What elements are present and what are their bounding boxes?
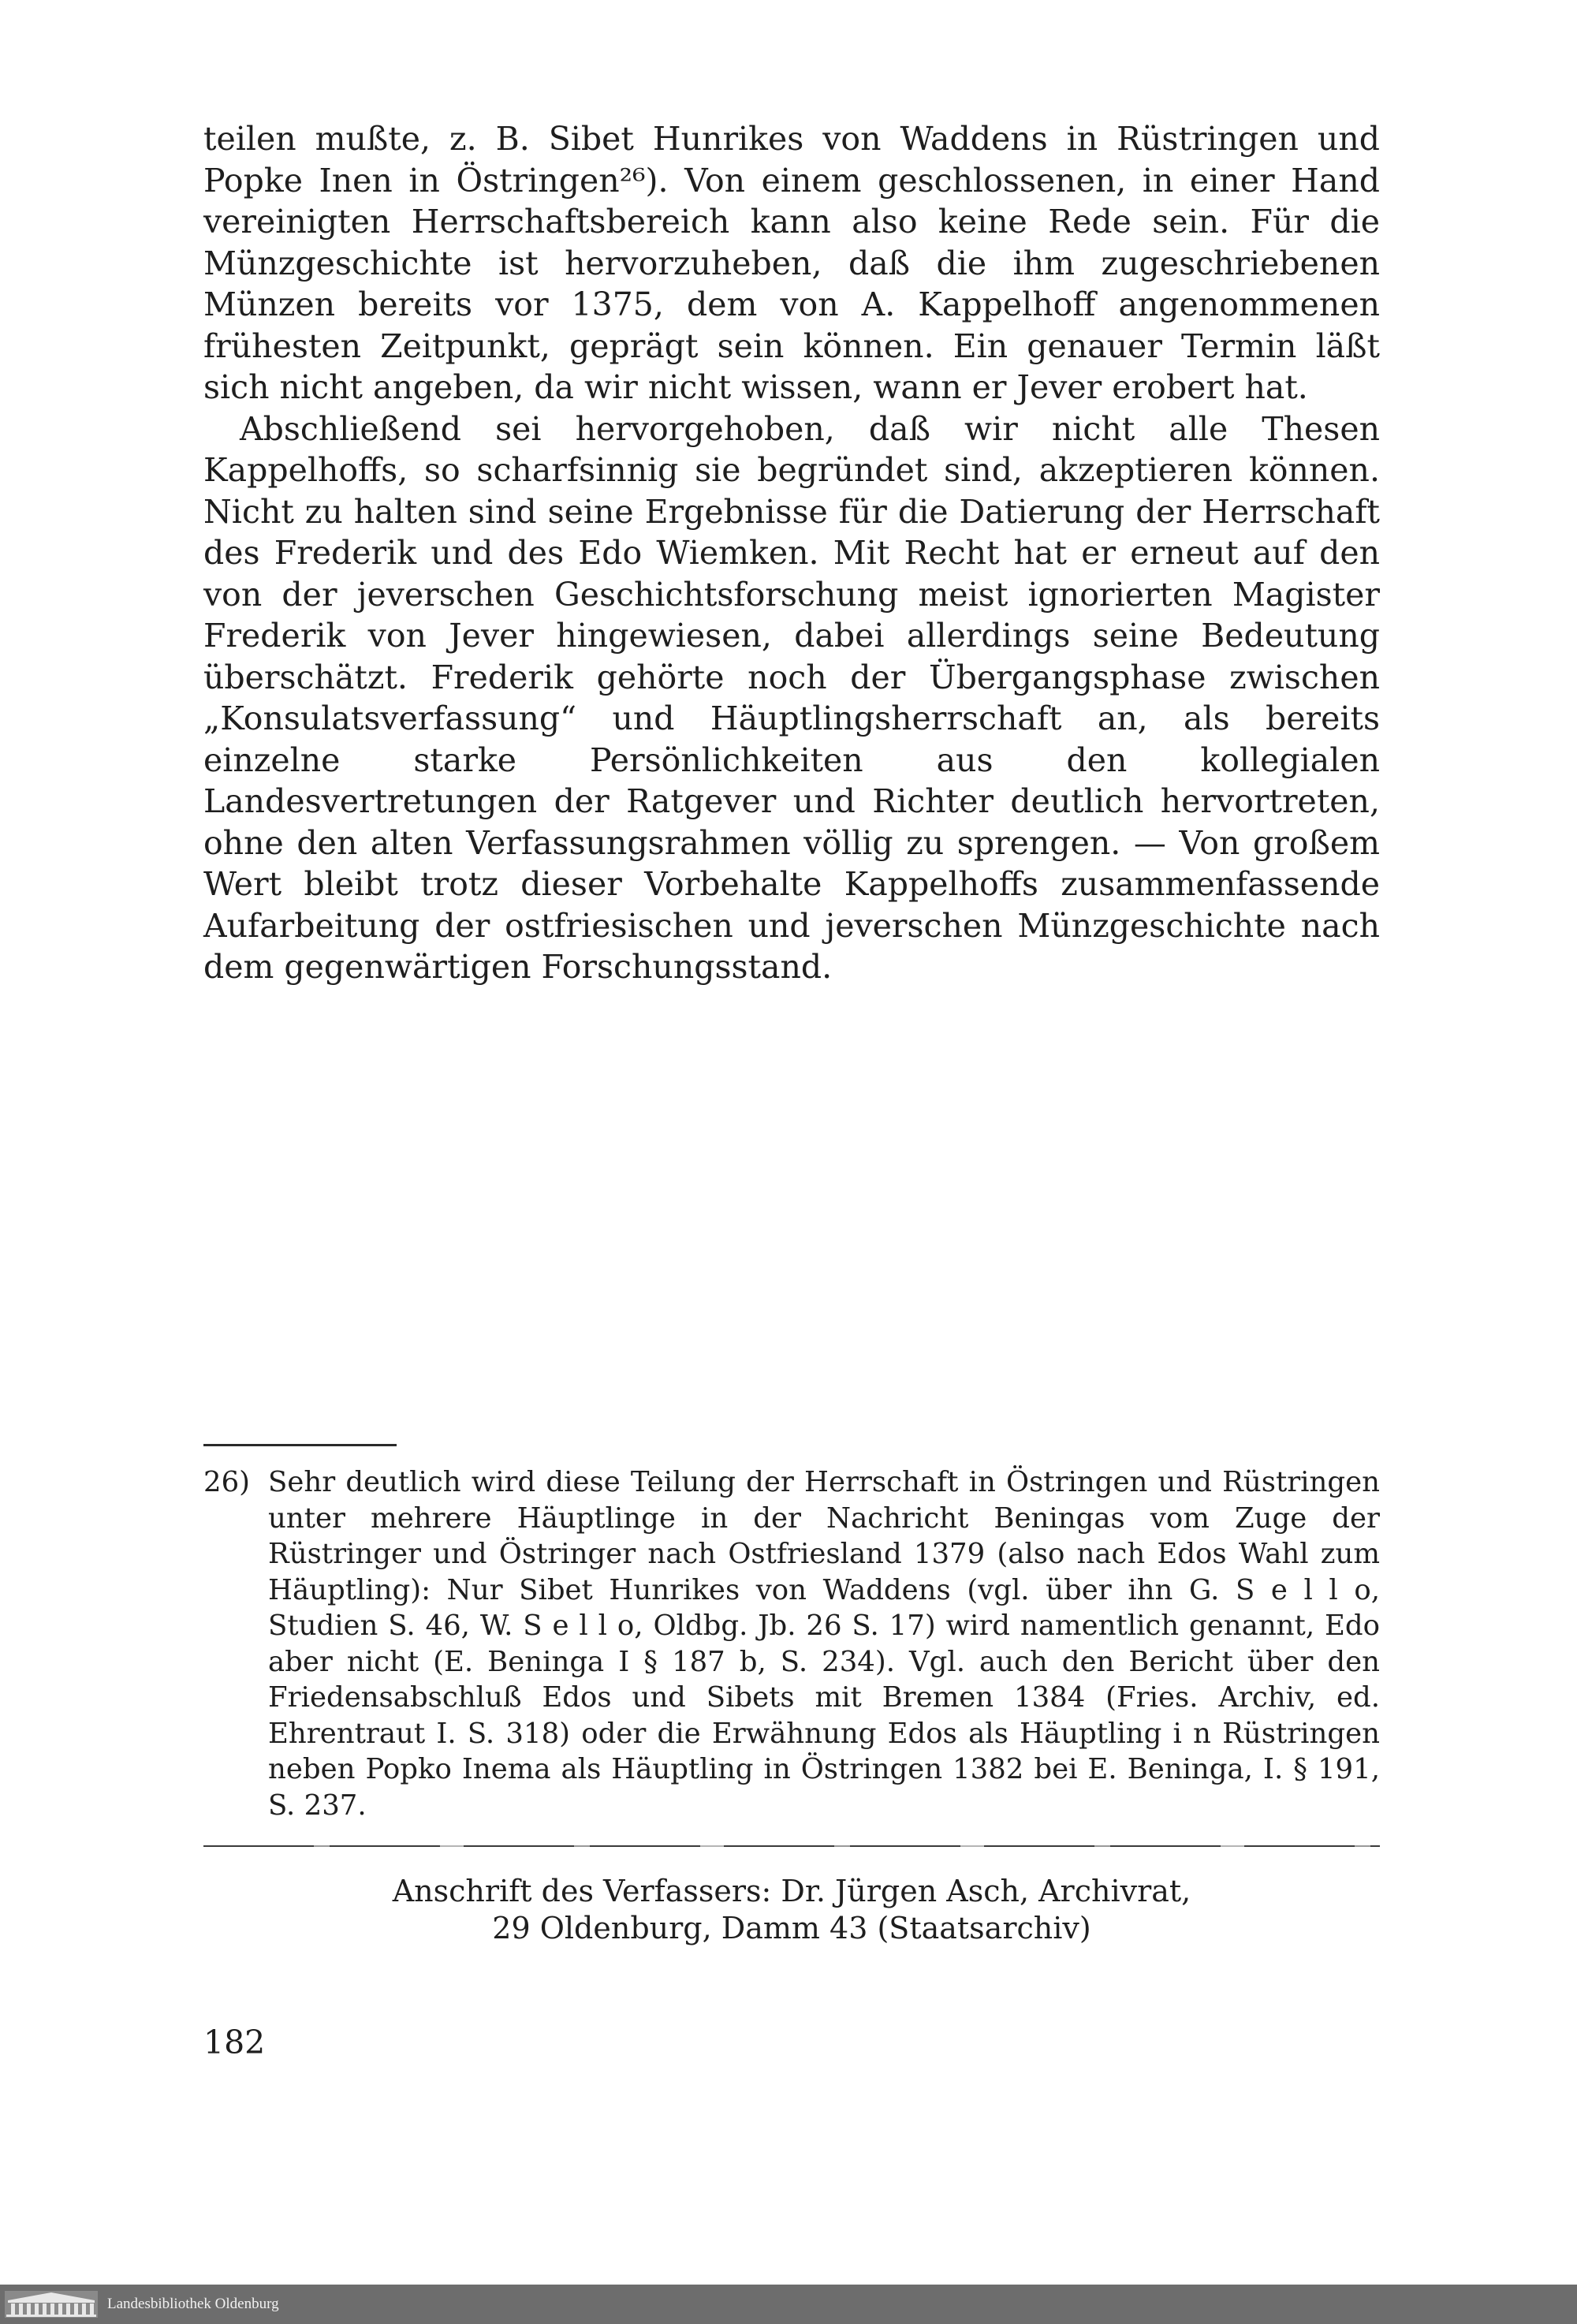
library-building-icon [5,2291,98,2318]
footnote-number: 26) [203,1466,251,1498]
footer-label: Landesbibliothek Oldenburg [107,2296,279,2312]
footnote-separator [203,1444,397,1446]
end-separator [203,1845,1380,1847]
main-text [203,118,1380,988]
address-line-1: Anschrift des Verfassers: Dr. Jürgen Asch, Archivrat, [392,1874,1191,1908]
paragraph-2: Abschließend sei hervorgehoben, daß wir nicht alle Thesen Kappelhoffs, so scharfsinnig sie begründet sind, akzeptieren können. Nicht zu halten sind seine Ergebnisse für die Datierung der Herrschaft des Frederik und des Edo Wiemken. Mit Recht hat er erneut auf den von der jeverschen Geschichtsforschung meist ignorierten Magister Frederik von Jever hingewiesen, dabei allerdings seine Bedeutung überschätzt. Frederik gehörte noch der Übergangsphase zwischen „Konsulatsverfassung“ und Häuptlingsherrschaft an, als bereits einzelne starke Persönlichkeiten aus den kollegialen Landesvertretungen der Ratgever und Richter deutlich hervortreten, ohne den alten Verfassungsrahmen völlig zu sprengen. — Von großem Wert bleibt trotz dieser Vorbehalte Kappelhoffs zusammenfassende Aufarbeitung der ostfriesischen und jeverschen Münzgeschichte nach dem gegenwärtigen Forschungsstand. [203,409,1380,986]
footer-bar [0,2285,1577,2324]
address-line-2: 29 Oldenburg, Damm 43 (Staatsarchiv) [492,1911,1091,1945]
author-address [203,1873,1380,1947]
paragraph-1: teilen mußte, z. B. Sibet Hunrikes von Waddens in Rüstringen und Popke Inen in Östringen²⁶). Von einem geschlossenen, in einer Hand vereinigten Herrschaftsbereich kann also keine Rede sein. Für die Münzgeschichte ist hervorzuheben, daß die ihm zugeschriebenen Münzen bereits vor 1375, dem von A. Kappelhoff angenommenen frühesten Zeitpunkt, geprägt sein können. Ein genauer Termin läßt sich nicht angeben, da wir nicht wissen, wann er Jever erobert hat. [203,120,1380,406]
page-number: 182 [203,2024,266,2061]
footnote-text: Sehr deutlich wird diese Teilung der Herrschaft in Östringen und Rüstringen unter mehrere Häuptlinge in der Nachricht Beningas vom Zuge der Rüstringer und Östringer nach Ostfriesland 1379 (also nach Edos Wahl zum Häuptling): Nur Sibet Hunrikes von Waddens (vgl. über ihn G. S e l l o, Studien S. 46, W. S e l l o, Oldbg. Jb. 26 S. 17) wird namentlich genannt, Edo aber nicht (E. Beninga I § 187 b, S. 234). Vgl. auch den Bericht über den Friedensabschluß Edos und Sibets mit Bremen 1384 (Fries. Archiv, ed. Ehrentraut I. S. 318) oder die Erwähnung Edos als Häuptling i n Rüstringen neben Popko Inema als Häuptling in Östringen 1382 bei E. Beninga, I. § 191, S. 237. [268,1466,1380,1822]
footnote [203,1464,1380,1823]
